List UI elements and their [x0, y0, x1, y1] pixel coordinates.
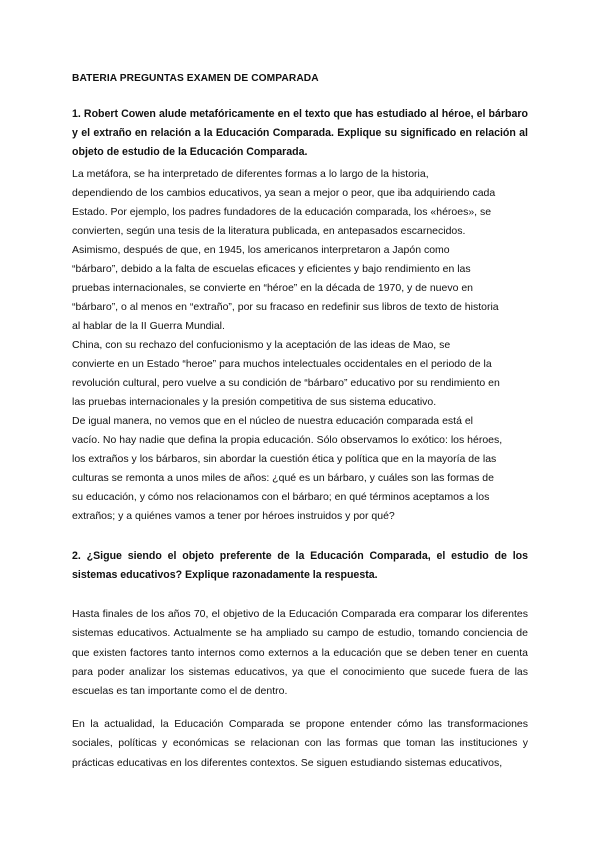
answer-line: los extraños y los bárbaros, sin abordar la cuestión ética y política que en la mayoría de las [72, 453, 497, 465]
answer-line: “bárbaro”, o al menos en “extraño”, por su fracaso en redefinir sus libros de texto de historia [72, 301, 499, 313]
answer-2-paragraph-2: En la actualidad, la Educación Comparada se propone entender cómo las transformaciones sociales, políticas y económicas se relacionan con las formas que toman las instituciones y prácticas educativas en los diferentes contextos. Se siguen estudiando sistemas educativos, [72, 718, 528, 769]
answer-line: “bárbaro”, debido a la falta de escuelas eficaces y eficientes y bajo rendimiento en las [72, 263, 471, 275]
answer-2-paragraph-1: Hasta finales de los años 70, el objetivo de la Educación Comparada era comparar los diferentes sistemas educativos. Actualmente se ha ampliado su campo de estudio, tomando conciencia de que existen factores tanto internos como externos a la educación que se deben tener en cuenta para poder analizar los sistemas educativos, ya que el conocimiento que sucede fuera de las escuelas es tan importante como el de dentro. [72, 608, 528, 698]
question-1: 1. Robert Cowen alude metafóricamente en el texto que has estudiado al héroe, el bárbaro y el extraño en relación a la Educación Comparada. Explique su significado en relación al objeto de estudio de la Educación Comparada. [72, 108, 528, 158]
answer-line: China, con su rechazo del confucionismo y la aceptación de las ideas de Mao, se [72, 339, 451, 351]
answer-line: su educación, y cómo nos relacionamos con el bárbaro; en qué términos aceptamos a los [72, 491, 490, 503]
answer-line: La metáfora, se ha interpretado de diferentes formas a lo largo de la historia, [72, 168, 429, 180]
answer-1 [72, 165, 532, 526]
answer-line: convierten, según una tesis de la literatura publicada, en antepasados escarnecidos. [72, 225, 466, 237]
answer-line: extraños; y a quiénes vamos a tener por héroes instruidos y por qué? [72, 510, 395, 522]
answer-line: convierte en un Estado “heroe” para muchos intelectuales occidentales en el periodo de la [72, 358, 492, 370]
answer-line: Estado. Por ejemplo, los padres fundadores de la educación comparada, los «héroes», se [72, 206, 492, 218]
answer-line: vacío. No hay nadie que defina la propia educación. Sólo observamos lo exótico: los héroes, [72, 434, 503, 446]
answer-line: De igual manera, no vemos que en el núcleo de nuestra educación comparada está el [72, 415, 474, 427]
answer-line: revolución cultural, pero vuelve a su condición de “bárbaro” educativo por su rendimiento en [72, 377, 500, 389]
answer-line: pruebas internacionales, se convierte en “héroe” en la década de 1970, y de nuevo en [72, 282, 474, 294]
answer-line: al hablar de la II Guerra Mundial. [72, 320, 225, 332]
answer-line: las pruebas internacionales y la presión competitiva de sus sistema educativo. [72, 396, 437, 408]
answer-line: Asimismo, después de que, en 1945, los americanos interpretaron a Japón como [72, 244, 450, 256]
document-title: BATERIA PREGUNTAS EXAMEN DE COMPARADA [72, 73, 319, 84]
question-2: 2. ¿Sigue siendo el objeto preferente de la Educación Comparada, el estudio de los sistemas educativos? Explique razonadamente la respuesta. [72, 550, 528, 581]
answer-line: culturas se remonta a unos miles de años: ¿qué es un bárbaro, y cuáles son las formas de [72, 472, 494, 484]
answer-line: dependiendo de los cambios educativos, ya sean a mejor o peor, que iba adquiriendo cada [72, 187, 496, 199]
